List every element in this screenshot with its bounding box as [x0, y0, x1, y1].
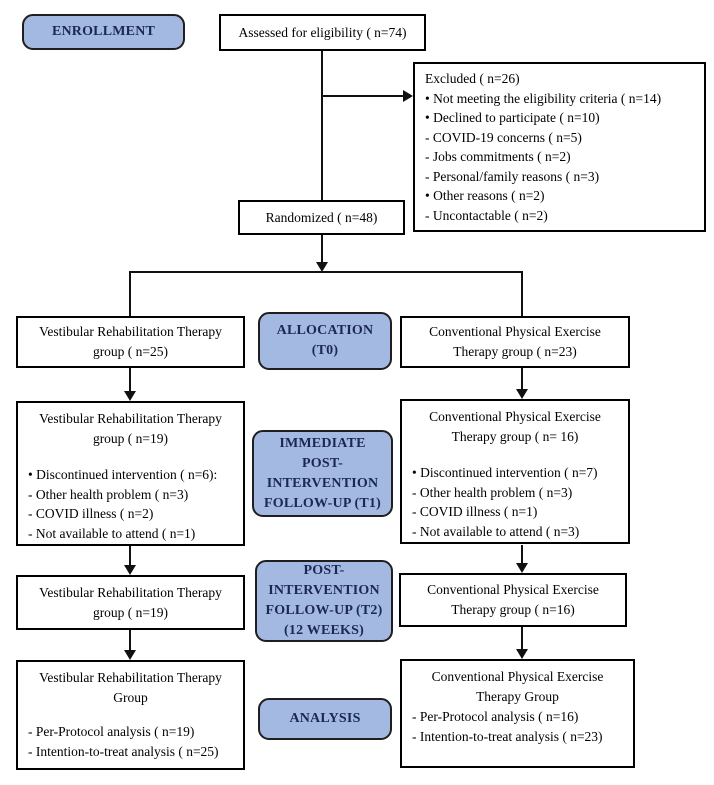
connector-allocleft-to-t1left — [129, 368, 131, 392]
t1-right-item: - Other health problem ( n=3) — [412, 484, 573, 500]
group-title-line: Vestibular Rehabilitation Therapy — [39, 670, 222, 685]
analysis-stage-label — [258, 698, 392, 740]
t1-right-box — [400, 399, 630, 544]
group-title-line: group ( n=25) — [92, 344, 169, 359]
stage-label-line: FOLLOW-UP (T1) — [263, 495, 381, 511]
t1-left-box — [16, 401, 245, 546]
connector-t1right-to-t2right — [521, 545, 523, 564]
excluded-item: • Not meeting the eligibility criteria ( n=14) — [425, 90, 662, 106]
group-title-line: group ( n=19) — [92, 431, 169, 446]
stage-label-line: IMMEDIATE — [279, 435, 366, 451]
allocation-stage-label — [258, 312, 392, 370]
group-title-line: Therapy Group — [476, 689, 559, 704]
stage-label-line: FOLLOW-UP (T2) — [265, 603, 383, 618]
assessed-text: Assessed for eligibility ( n=74) — [238, 24, 407, 40]
stage-label-line: INTERVENTION — [266, 475, 379, 491]
enrollment-stage-label — [22, 14, 185, 50]
analysis-left-box — [16, 660, 245, 770]
group-title-line: Group — [113, 690, 148, 705]
arrowhead-down-icon — [516, 649, 528, 659]
t1-left-item: - COVID illness ( n=2) — [28, 506, 154, 521]
stage-label-line: ANALYSIS — [289, 711, 361, 726]
group-title-line: Conventional Physical Exercise — [429, 324, 601, 339]
group-title-line: Therapy group ( n=23) — [453, 344, 577, 359]
allocation-right-box — [400, 316, 630, 368]
arrowhead-down-icon — [124, 650, 136, 660]
stage-label-line: INTERVENTION — [268, 583, 380, 598]
arrowhead-down-icon — [124, 565, 136, 575]
stage-label-line: POST- — [303, 563, 345, 578]
connector-t2right-to-analysisright — [521, 627, 523, 650]
t1-left-item: - Other health problem ( n=3) — [28, 486, 189, 502]
t1-right-item: - Not available to attend ( n=3) — [412, 523, 580, 539]
t2-right-box — [399, 573, 627, 627]
group-title-line: Vestibular Rehabilitation Therapy — [39, 324, 222, 339]
connector-to-excluded — [321, 95, 405, 97]
excluded-item: - COVID-19 concerns ( n=5) — [425, 129, 582, 145]
t1-right-item: • Discontinued intervention ( n=7) — [412, 465, 598, 480]
connector-allocright-to-t1right — [521, 368, 523, 390]
arrowhead-down-icon — [516, 389, 528, 399]
arrowhead-right-icon — [403, 90, 413, 102]
group-title-line: Conventional Physical Exercise — [427, 582, 599, 597]
arrowhead-down-icon — [124, 391, 136, 401]
group-title-line: Therapy group ( n=16) — [451, 602, 575, 617]
connector-split-horizontal — [129, 271, 523, 273]
stage-label-line: (T0) — [311, 343, 339, 358]
t1-right-item: - COVID illness ( n=1) — [412, 504, 538, 519]
excluded-item: - Jobs commitments ( n=2) — [425, 149, 571, 164]
t2-stage-label — [255, 560, 393, 642]
group-title-line: Therapy group ( n= 16) — [451, 429, 579, 444]
arrowhead-down-icon — [516, 563, 528, 573]
connector-assessed-to-randomized — [321, 51, 323, 200]
allocation-left-box — [16, 316, 245, 368]
analysis-right-item: - Intention-to-treat analysis ( n=23) — [412, 728, 603, 744]
excluded-item: - Uncontactable ( n=2) — [425, 207, 548, 223]
connector-split-right — [521, 271, 523, 316]
connector-t1left-to-t2left — [129, 546, 131, 566]
analysis-right-box — [400, 659, 635, 768]
excluded-box — [413, 62, 706, 232]
stage-label-line: ALLOCATION — [276, 323, 374, 338]
excluded-title: Excluded ( n=26) — [425, 71, 520, 86]
excluded-item: - Personal/family reasons ( n=3) — [425, 168, 600, 184]
connector-randomized-to-split — [321, 233, 323, 263]
stage-label-line: (12 WEEKS) — [284, 623, 364, 638]
randomized-text: Randomized ( n=48) — [265, 209, 378, 225]
t1-left-item: - Not available to attend ( n=1) — [28, 525, 196, 541]
group-title-line: group ( n=19) — [92, 604, 169, 620]
t1-left-item: • Discontinued intervention ( n=6): — [28, 467, 218, 482]
group-title-line: Vestibular Rehabilitation Therapy — [39, 411, 222, 426]
analysis-left-item: - Intention-to-treat analysis ( n=25) — [28, 743, 219, 759]
connector-t2left-to-analysisleft — [129, 630, 131, 651]
spacer — [26, 449, 235, 465]
group-title-line: Conventional Physical Exercise — [429, 409, 601, 424]
spacer — [26, 708, 235, 722]
connector-split-left — [129, 271, 131, 316]
spacer — [410, 447, 620, 463]
t2-left-box — [16, 575, 245, 630]
excluded-item: • Declined to participate ( n=10) — [425, 110, 600, 125]
randomized-box — [238, 200, 405, 235]
group-title-line: Conventional Physical Exercise — [431, 669, 604, 684]
excluded-item: • Other reasons ( n=2) — [425, 188, 545, 203]
analysis-right-item: - Per-Protocol analysis ( n=16) — [412, 709, 579, 724]
analysis-left-item: - Per-Protocol analysis ( n=19) — [28, 724, 195, 739]
stage-label-line: POST- — [302, 455, 343, 471]
group-title-line: Vestibular Rehabilitation Therapy — [39, 584, 222, 600]
assessed-box — [219, 14, 426, 51]
t1-stage-label — [252, 430, 393, 517]
stage-label-line: ENROLLMENT — [51, 24, 156, 39]
